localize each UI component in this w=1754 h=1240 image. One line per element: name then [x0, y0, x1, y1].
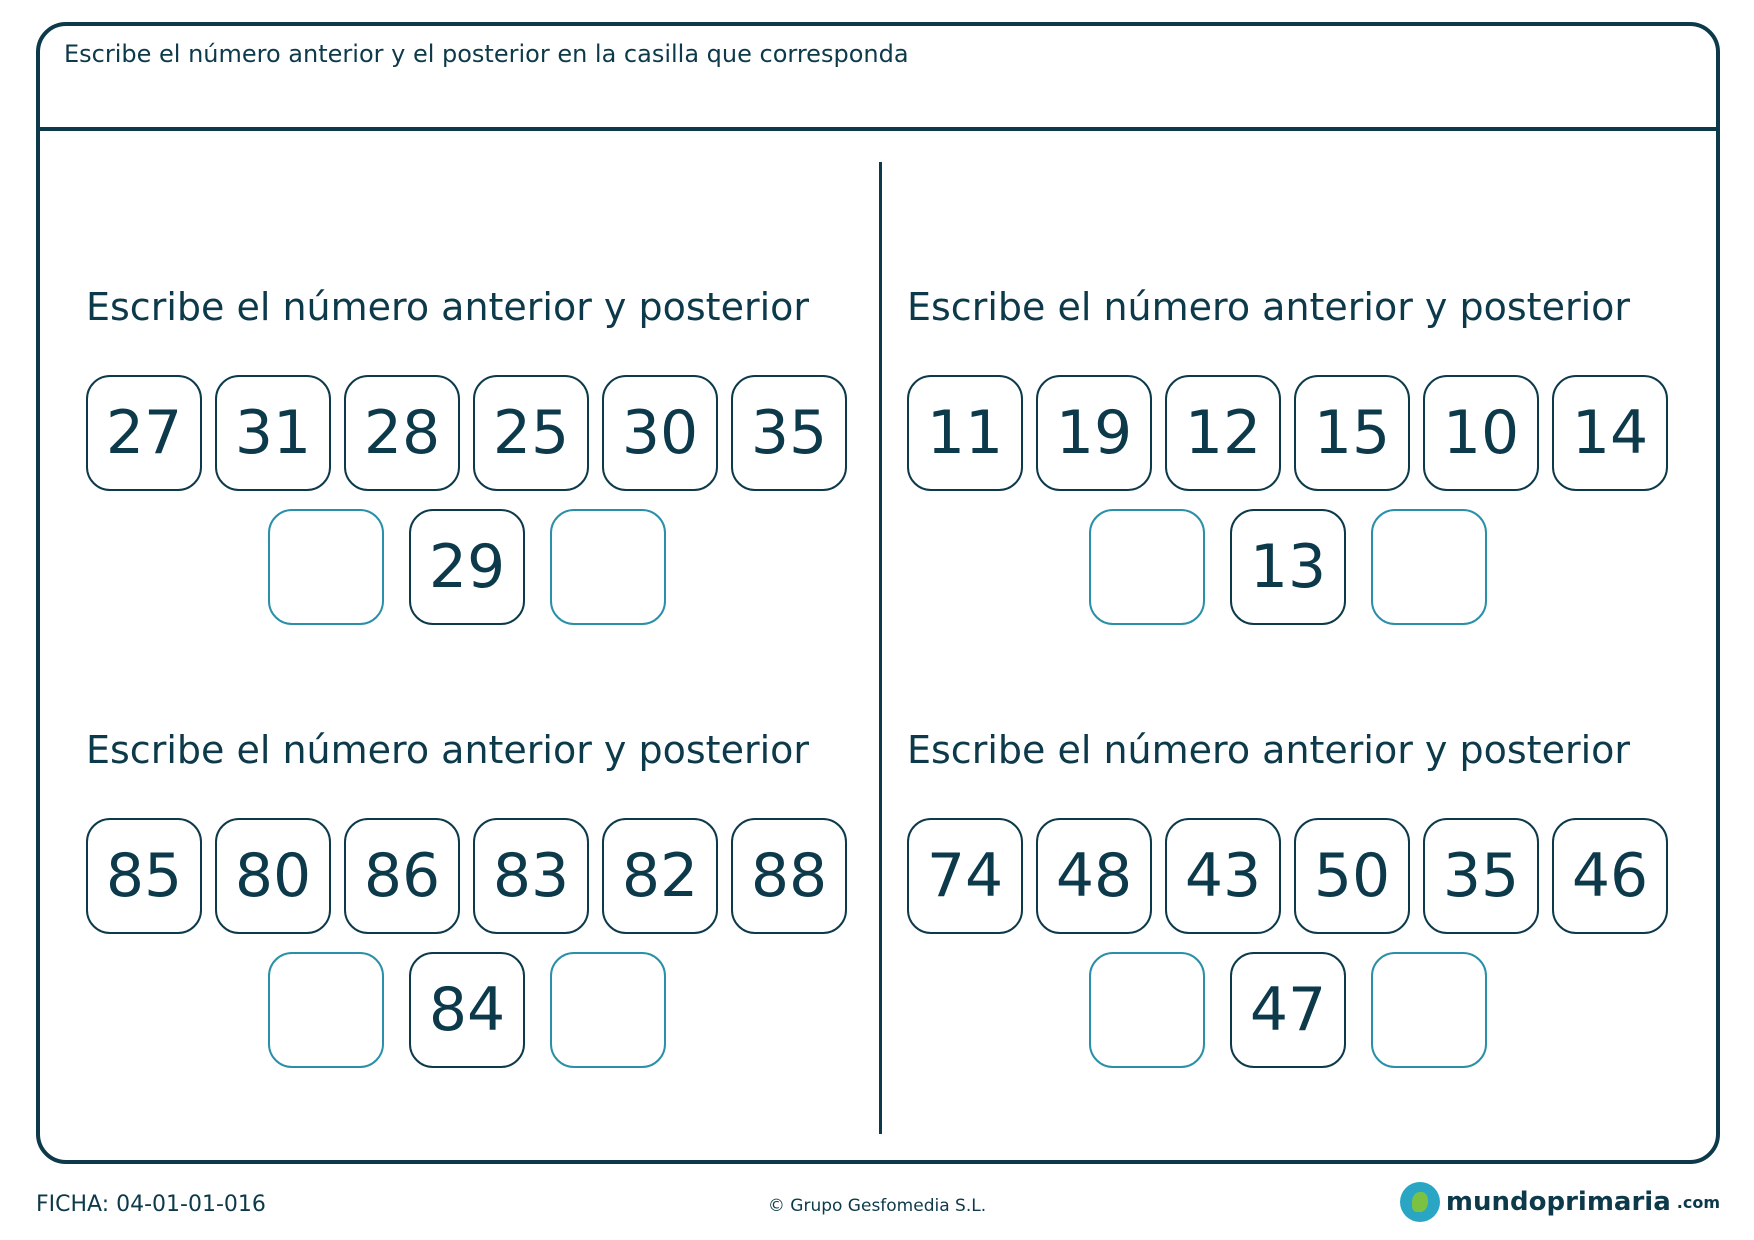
number-box: 10: [1423, 375, 1539, 491]
worksheet-instructions: Escribe el número anterior y el posterior en la casilla que corresponda: [64, 40, 909, 68]
next-number-answer-box[interactable]: [550, 509, 666, 625]
number-box: 25: [473, 375, 589, 491]
target-number-box: 84: [409, 952, 525, 1068]
target-number-box: 13: [1230, 509, 1346, 625]
number-box: 11: [907, 375, 1023, 491]
target-number-box: 47: [1230, 952, 1346, 1068]
exercise-title: Escribe el número anterior y posterior: [907, 728, 1631, 772]
exercise-3: [86, 728, 866, 1058]
number-box: 19: [1036, 375, 1152, 491]
previous-number-answer-box[interactable]: [1089, 952, 1205, 1068]
number-box: 74: [907, 818, 1023, 934]
number-box: 12: [1165, 375, 1281, 491]
number-box: 43: [1165, 818, 1281, 934]
globe-icon: [1400, 1182, 1440, 1222]
number-box: 46: [1552, 818, 1668, 934]
number-box: 15: [1294, 375, 1410, 491]
header-divider: [36, 127, 1720, 131]
previous-number-answer-box[interactable]: [268, 952, 384, 1068]
number-box: 48: [1036, 818, 1152, 934]
number-box: 50: [1294, 818, 1410, 934]
exercise-title: Escribe el número anterior y posterior: [86, 285, 810, 329]
number-box: 35: [1423, 818, 1539, 934]
exercise-2: [907, 285, 1687, 615]
number-box: 30: [602, 375, 718, 491]
exercise-1: [86, 285, 866, 615]
number-box: 85: [86, 818, 202, 934]
brand-name: mundoprimaria: [1445, 1187, 1671, 1217]
exercise-title: Escribe el número anterior y posterior: [907, 285, 1631, 329]
next-number-answer-box[interactable]: [550, 952, 666, 1068]
number-box: 28: [344, 375, 460, 491]
number-box: 83: [473, 818, 589, 934]
number-box: 27: [86, 375, 202, 491]
target-number-box: 29: [409, 509, 525, 625]
number-box: 14: [1552, 375, 1668, 491]
number-box: 86: [344, 818, 460, 934]
previous-number-answer-box[interactable]: [1089, 509, 1205, 625]
next-number-answer-box[interactable]: [1371, 952, 1487, 1068]
number-box: 82: [602, 818, 718, 934]
number-box: 35: [731, 375, 847, 491]
copyright-notice: © Grupo Gesfomedia S.L.: [767, 1196, 987, 1216]
exercise-4: [907, 728, 1687, 1058]
number-box: 31: [215, 375, 331, 491]
brand-tld: .com: [1676, 1192, 1720, 1212]
exercise-title: Escribe el número anterior y posterior: [86, 728, 810, 772]
previous-number-answer-box[interactable]: [268, 509, 384, 625]
center-divider: [879, 162, 882, 1134]
worksheet-code: FICHA: 04-01-01-016: [36, 1192, 266, 1217]
number-box: 88: [731, 818, 847, 934]
brand-logo-link[interactable]: [1400, 1182, 1720, 1222]
next-number-answer-box[interactable]: [1371, 509, 1487, 625]
number-box: 80: [215, 818, 331, 934]
